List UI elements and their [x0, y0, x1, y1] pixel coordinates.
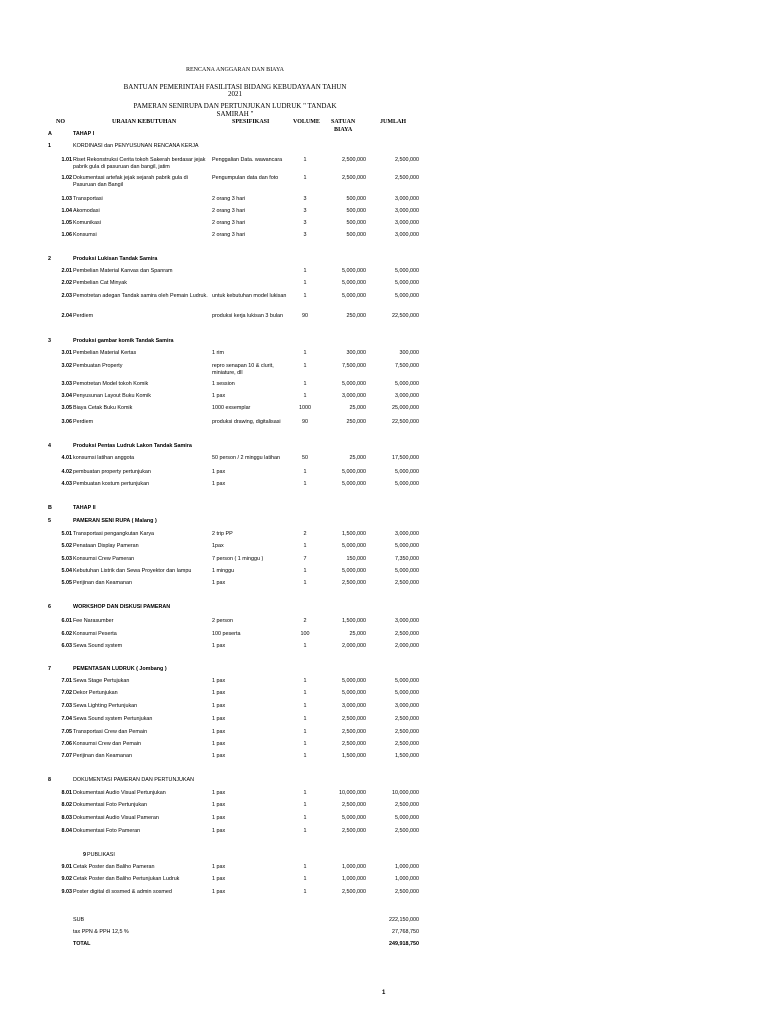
item-code: 9.02 [61, 876, 72, 882]
item-description: Transportasi pengangkutan Karya [73, 531, 155, 537]
item-unit-cost: 500,000 [346, 208, 366, 214]
item-unit-cost: 2,500,000 [342, 157, 366, 163]
item-volume: 1 [303, 889, 307, 895]
item-specification: 1 pax [212, 828, 226, 834]
item-unit-cost: 2,000,000 [342, 643, 366, 649]
item-unit-cost: 150,000 [346, 556, 366, 562]
section-title: PAMERAN SENI RUPA ( Malang ) [73, 518, 157, 524]
column-header-volume: VOLUME [293, 119, 320, 125]
item-specification: 2 trip PP [212, 531, 233, 537]
item-description: Poster digital di sosmed & admin sosmed [73, 889, 172, 895]
item-volume: 3 [303, 220, 307, 226]
item-specification: 2 orang 3 hari [212, 208, 246, 214]
item-description: Konsumsi Peserta [73, 631, 117, 637]
item-total: 22,500,000 [392, 419, 419, 425]
item-total: 3,000,000 [395, 232, 419, 238]
item-unit-cost: 5,000,000 [342, 293, 366, 299]
item-volume: 1 [303, 469, 307, 475]
header-line-5: SAMIRAH " [216, 110, 254, 118]
item-code: 3.05 [61, 405, 72, 411]
page-number: 1 [382, 990, 386, 996]
item-description: Konsumsi Crew dan Pemain [73, 741, 142, 747]
item-code: 4.01 [61, 455, 72, 461]
item-unit-cost: 500,000 [346, 220, 366, 226]
item-unit-cost: 5,000,000 [342, 381, 366, 387]
item-specification: repro senapan 10 & clurit, miniature, dll [212, 363, 274, 376]
item-specification: 1 pax [212, 889, 226, 895]
item-code: 5.03 [61, 556, 72, 562]
item-description: Dekor Pertunjukan [73, 690, 118, 696]
item-volume: 1 [303, 729, 307, 735]
item-specification: 1 minggu [212, 568, 235, 574]
item-volume: 90 [302, 313, 308, 319]
item-volume: 1 [303, 828, 307, 834]
item-unit-cost: 1,500,000 [342, 618, 366, 624]
column-header-satuan: SATUAN [331, 119, 356, 125]
section-title: Produksi gambar komik Tandak Samira [73, 338, 174, 344]
item-volume: 1 [303, 703, 307, 709]
item-total: 3,000,000 [395, 393, 419, 399]
item-unit-cost: 25,000 [349, 631, 366, 637]
item-unit-cost: 5,000,000 [342, 815, 366, 821]
item-description: Biaya Cetak Buku Komik [73, 405, 133, 411]
item-description: Penataan Display Pameran [73, 543, 139, 549]
summary-sub-value: 222,150,000 [389, 917, 419, 923]
item-total: 5,000,000 [395, 481, 419, 487]
item-specification: 1 pax [212, 580, 226, 586]
item-volume: 1 [303, 716, 307, 722]
item-volume: 1 [303, 543, 307, 549]
item-total: 5,000,000 [395, 543, 419, 549]
item-unit-cost: 10,000,000 [339, 790, 366, 796]
item-specification: 1 pax [212, 469, 226, 475]
item-unit-cost: 25,000 [349, 455, 366, 461]
item-specification: 7 person ( 1 minggu ) [212, 556, 264, 562]
item-code: 1.01 [61, 157, 72, 163]
item-total: 1,000,000 [395, 864, 419, 870]
item-code: 7.03 [61, 703, 72, 709]
item-volume: 1 [303, 815, 307, 821]
item-specification: 2 orang 3 hari [212, 220, 246, 226]
item-unit-cost: 5,000,000 [342, 469, 366, 475]
item-description: konsumsi latihan anggota [73, 455, 135, 461]
item-description: Dokumentasi Audio Visual Pameran [73, 815, 159, 821]
item-volume: 2 [303, 618, 307, 624]
item-volume: 1 [303, 568, 307, 574]
item-total: 3,000,000 [395, 220, 419, 226]
item-specification: 2 person [212, 618, 233, 624]
item-volume: 1 [303, 876, 307, 882]
item-total: 300,000 [399, 350, 419, 356]
summary-total-label: TOTAL [73, 941, 91, 947]
item-total: 2,500,000 [395, 716, 419, 722]
section-number: 5 [48, 518, 51, 524]
item-unit-cost: 2,500,000 [342, 828, 366, 834]
item-total: 5,000,000 [395, 469, 419, 475]
item-code: 7.07 [61, 753, 72, 759]
item-description: Sewa Sound system [73, 643, 123, 649]
item-code: 7.02 [61, 690, 72, 696]
item-specification: 1 pax [212, 643, 226, 649]
item-unit-cost: 5,000,000 [342, 690, 366, 696]
item-description: Akomodasi [73, 208, 100, 214]
item-code: 2.03 [61, 293, 72, 299]
item-specification: Penggalian Data. wawancara [212, 157, 283, 163]
item-specification: 1 pax [212, 790, 226, 796]
item-code: 2.02 [61, 280, 72, 286]
section-number: 2 [48, 256, 51, 262]
item-volume: 1 [303, 268, 307, 274]
summary-sub-label: SUB [73, 917, 85, 923]
item-description: Sewa Sound system Pertunjukan [73, 716, 153, 722]
item-volume: 1 [303, 393, 307, 399]
item-unit-cost: 1,500,000 [342, 753, 366, 759]
item-code: 5.04 [61, 568, 72, 574]
item-description: Transportasi Crew dan Pemain [73, 729, 148, 735]
item-code: 8.04 [61, 828, 72, 834]
item-code: 3.06 [61, 419, 72, 425]
section-number: 3 [48, 338, 51, 344]
item-code: 3.02 [61, 363, 72, 369]
column-header-jumlah: JUMLAH [380, 119, 406, 125]
item-specification: 1 pax [212, 678, 226, 684]
item-total: 2,500,000 [395, 828, 419, 834]
item-unit-cost: 250,000 [346, 419, 366, 425]
item-description: Dokumentasi artefak jejak sejarah pabrik gula di Pasuruan dan Bangil [73, 175, 188, 188]
item-specification: 1 pax [212, 716, 226, 722]
item-volume: 1 [303, 280, 307, 286]
item-specification: 1 pax [212, 876, 226, 882]
item-code: 9.03 [61, 889, 72, 895]
item-unit-cost: 2,500,000 [342, 716, 366, 722]
item-volume: 1 [303, 580, 307, 586]
item-description: Dokumentasi Audio Visual Pertunjukan [73, 790, 166, 796]
item-specification: 1 pax [212, 802, 226, 808]
item-unit-cost: 300,000 [346, 350, 366, 356]
item-description: Sewa Stage Pertujukan [73, 678, 130, 684]
item-volume: 1 [303, 690, 307, 696]
item-unit-cost: 2,500,000 [342, 729, 366, 735]
item-total: 5,000,000 [395, 280, 419, 286]
item-total: 2,500,000 [395, 580, 419, 586]
item-volume: 1 [303, 643, 307, 649]
item-code: 5.02 [61, 543, 72, 549]
item-total: 5,000,000 [395, 815, 419, 821]
item-specification: 2 orang 3 hari [212, 196, 246, 202]
section-number: A [48, 131, 52, 137]
item-specification: 1 pax [212, 741, 226, 747]
item-description: Transportasi [73, 196, 103, 202]
item-description: Perijinan dan Keamanan [73, 753, 133, 759]
summary-tax-label: tax PPN & PPH 12,5 % [73, 929, 129, 935]
item-code: 3.04 [61, 393, 72, 399]
section-number: 7 [48, 666, 51, 672]
item-specification: 2 orang 3 hari [212, 232, 246, 238]
header-line-1: RENCANA ANGGARAN DAN BIAYA [186, 67, 284, 73]
item-unit-cost: 1,000,000 [342, 876, 366, 882]
item-code: 8.02 [61, 802, 72, 808]
item-volume: 1 [303, 157, 307, 163]
section-number: 6 [48, 604, 51, 610]
item-volume: 3 [303, 232, 307, 238]
header-line-2: BANTUAN PEMERINTAH FASILITASI BIDANG KEBUDAYAAN TAHUN [123, 83, 347, 91]
item-unit-cost: 3,000,000 [342, 393, 366, 399]
item-description: Riset Rekonstruksi Cerita tokoh Sakerah berdasar jejak pabrik gula di pasuruan dan bangil, jatim [73, 157, 206, 170]
item-description: Pembelian Cat Minyak [73, 280, 127, 286]
item-volume: 1 [303, 678, 307, 684]
item-code: 4.02 [61, 469, 72, 475]
section-title: TAHAP I [73, 131, 95, 137]
item-total: 5,000,000 [395, 678, 419, 684]
item-unit-cost: 5,000,000 [342, 543, 366, 549]
item-total: 3,000,000 [395, 196, 419, 202]
item-total: 2,500,000 [395, 729, 419, 735]
section-number: B [48, 505, 52, 511]
item-specification: 100 peserta [212, 631, 241, 637]
item-total: 3,000,000 [395, 208, 419, 214]
item-unit-cost: 1,000,000 [342, 864, 366, 870]
item-code: 1.06 [61, 232, 72, 238]
item-total: 2,500,000 [395, 175, 419, 181]
item-total: 3,000,000 [395, 618, 419, 624]
section-number: 1 [48, 143, 51, 149]
item-specification: 1 pax [212, 815, 226, 821]
item-specification: 1 pax [212, 729, 226, 735]
item-specification: 1 pax [212, 753, 226, 759]
item-unit-cost: 500,000 [346, 196, 366, 202]
item-total: 5,000,000 [395, 568, 419, 574]
item-specification: produksi drawing, digitalisasi [212, 419, 281, 425]
item-total: 2,500,000 [395, 157, 419, 163]
item-code: 7.01 [61, 678, 72, 684]
item-total: 22,500,000 [392, 313, 419, 319]
item-volume: 1 [303, 790, 307, 796]
item-description: Pembuatan kostum pertunjukan [73, 481, 150, 487]
item-code: 7.06 [61, 741, 72, 747]
item-total: 2,000,000 [395, 643, 419, 649]
item-specification: 1 pax [212, 393, 226, 399]
item-total: 1,500,000 [395, 753, 419, 759]
item-code: 5.01 [61, 531, 72, 537]
item-code: 7.04 [61, 716, 72, 722]
item-code: 2.01 [61, 268, 72, 274]
item-total: 2,500,000 [395, 741, 419, 747]
summary-tax-value: 27,768,750 [392, 929, 419, 935]
item-total: 5,000,000 [395, 268, 419, 274]
section-title: WORKSHOP DAN DISKUSI PAMERAN [73, 604, 171, 610]
item-code: 1.03 [61, 196, 72, 202]
item-unit-cost: 5,000,000 [342, 481, 366, 487]
item-total: 3,000,000 [395, 703, 419, 709]
item-total: 7,350,000 [395, 556, 419, 562]
item-total: 2,500,000 [395, 889, 419, 895]
section-title: Produksi Lukisan Tandak Samira [73, 256, 158, 262]
item-unit-cost: 2,500,000 [342, 889, 366, 895]
item-total: 10,000,000 [392, 790, 419, 796]
item-code: 1.04 [61, 208, 72, 214]
item-code: 3.01 [61, 350, 72, 356]
item-code: 6.01 [61, 618, 72, 624]
item-volume: 1 [303, 381, 307, 387]
item-code: 6.02 [61, 631, 72, 637]
item-unit-cost: 2,500,000 [342, 741, 366, 747]
item-description: Pemotretan Model tokoh Komik [73, 381, 149, 387]
item-volume: 1 [303, 350, 307, 356]
item-unit-cost: 2,500,000 [342, 802, 366, 808]
item-specification: 1 pax [212, 703, 226, 709]
item-description: Dokumentasi Foto Pameran [73, 828, 141, 834]
item-code: 3.03 [61, 381, 72, 387]
summary-total-value: 249,918,750 [389, 941, 419, 947]
item-specification: 1 pax [212, 864, 226, 870]
column-header-biaya: BIAYA [334, 127, 353, 133]
section-title: KORDINASI dan PENYUSUNAN RENCANA KERJA [73, 143, 199, 149]
item-unit-cost: 250,000 [346, 313, 366, 319]
item-volume: 1 [303, 753, 307, 759]
item-code: 8.01 [61, 790, 72, 796]
column-header-spesifikasi: SPESIFIKASI [232, 119, 270, 125]
section-title: DOKUMENTASI PAMERAN DAN PERTUNJUKAN [73, 777, 195, 783]
item-unit-cost: 1,500,000 [342, 531, 366, 537]
item-specification: 50 person / 2 minggu latihan [212, 455, 281, 461]
item-volume: 100 [300, 631, 310, 637]
section-title: TAHAP II [73, 505, 96, 511]
item-specification: 1000 exsemplar [212, 405, 251, 411]
section-title: PUBLIKASI [87, 852, 115, 858]
item-specification: produksi kerja lukisan 3 bulan [212, 313, 284, 319]
header-line-3: 2021 [228, 90, 242, 98]
item-description: Cetak Poster dan Baliho Pertunjukan Ludruk [73, 876, 180, 882]
item-code: 8.03 [61, 815, 72, 821]
item-unit-cost: 5,000,000 [342, 678, 366, 684]
item-code: 1.05 [61, 220, 72, 226]
item-volume: 3 [303, 208, 307, 214]
item-description: Konsumsi [73, 232, 97, 238]
section-title: PEMENTASAN LUDRUK ( Jombang ) [73, 666, 167, 672]
item-code: 9.01 [61, 864, 72, 870]
item-code: 6.03 [61, 643, 72, 649]
item-code: 4.03 [61, 481, 72, 487]
item-unit-cost: 5,000,000 [342, 568, 366, 574]
section-number: 8 [48, 777, 51, 783]
item-volume: 1 [303, 175, 307, 181]
header-line-4: PAMERAN SENIRUPA DAN PERTUNJUKAN LUDRUK " TANDAK [133, 102, 337, 110]
item-total: 2,500,000 [395, 802, 419, 808]
item-volume: 1 [303, 363, 307, 369]
item-description: Konsumsi Crew Pameran [73, 556, 135, 562]
item-description: Dokumentasi Foto Pertunjukan [73, 802, 148, 808]
item-total: 5,000,000 [395, 381, 419, 387]
item-code: 7.05 [61, 729, 72, 735]
item-total: 5,000,000 [395, 293, 419, 299]
item-total: 1,000,000 [395, 876, 419, 882]
item-total: 17,500,000 [392, 455, 419, 461]
item-volume: 50 [302, 455, 308, 461]
item-specification: 1 session [212, 381, 235, 387]
item-volume: 1 [303, 293, 307, 299]
item-total: 5,000,000 [395, 690, 419, 696]
item-description: Cetak Poster dan Baliho Pameran [73, 864, 155, 870]
item-volume: 3 [303, 196, 307, 202]
item-specification: 1pax [212, 543, 224, 549]
item-description: Pembelian Material Kertas [73, 350, 137, 356]
item-code: 5.05 [61, 580, 72, 586]
item-volume: 1 [303, 741, 307, 747]
item-specification: 1 pax [212, 481, 226, 487]
item-description: Pembelian Material Kanvas dan Spanram [73, 268, 173, 274]
item-total: 7,500,000 [395, 363, 419, 369]
item-description: Pembuatan Property [73, 363, 123, 369]
item-volume: 2 [303, 531, 307, 537]
item-volume: 1 [303, 864, 307, 870]
item-unit-cost: 25,000 [349, 405, 366, 411]
item-description: pembuatan property pertunjukan [73, 469, 151, 475]
item-unit-cost: 2,500,000 [342, 175, 366, 181]
item-volume: 1000 [299, 405, 311, 411]
item-description: Komunikasi [73, 220, 101, 226]
column-header-no: NO [56, 119, 65, 125]
item-volume: 1 [303, 481, 307, 487]
item-description: Kebutuhan Listrik dan Sewa Proyektor dan lampu [73, 568, 192, 574]
item-specification: untuk kebutuhan model lukisan [212, 293, 287, 299]
item-description: Sewa Lighting Pertunjukan [73, 703, 138, 709]
item-total: 2,500,000 [395, 631, 419, 637]
item-description: Fee Narasumber [73, 618, 114, 624]
section-number: 9 [83, 852, 86, 858]
item-unit-cost: 7,500,000 [342, 363, 366, 369]
item-code: 2.04 [61, 313, 72, 319]
item-specification: 1 rim [212, 350, 224, 356]
item-description: Perdiem [73, 419, 94, 425]
item-unit-cost: 500,000 [346, 232, 366, 238]
item-volume: 7 [303, 556, 307, 562]
item-unit-cost: 3,000,000 [342, 703, 366, 709]
item-total: 3,000,000 [395, 531, 419, 537]
item-unit-cost: 2,500,000 [342, 580, 366, 586]
item-total: 25,000,000 [392, 405, 419, 411]
item-description: Perijinan dan Keamanan [73, 580, 133, 586]
item-code: 1.02 [61, 175, 72, 181]
section-title: Produksi Pentas Ludruk Lakon Tandak Samira [73, 443, 192, 449]
item-description: Penyusunan Layout Buku Komik [73, 393, 151, 399]
item-unit-cost: 5,000,000 [342, 280, 366, 286]
item-description: Pemotretan adegan Tandak samira oleh Pemain Ludruk. [73, 293, 208, 299]
item-volume: 1 [303, 802, 307, 808]
item-specification: 1 pax [212, 690, 226, 696]
section-number: 4 [48, 443, 51, 449]
item-volume: 90 [302, 419, 308, 425]
column-header-uraian: URAIAN KEBUTUHAN [112, 119, 177, 125]
item-specification: Pengumpulan data dan foto [212, 175, 279, 181]
item-description: Perdiem [73, 313, 94, 319]
item-unit-cost: 5,000,000 [342, 268, 366, 274]
